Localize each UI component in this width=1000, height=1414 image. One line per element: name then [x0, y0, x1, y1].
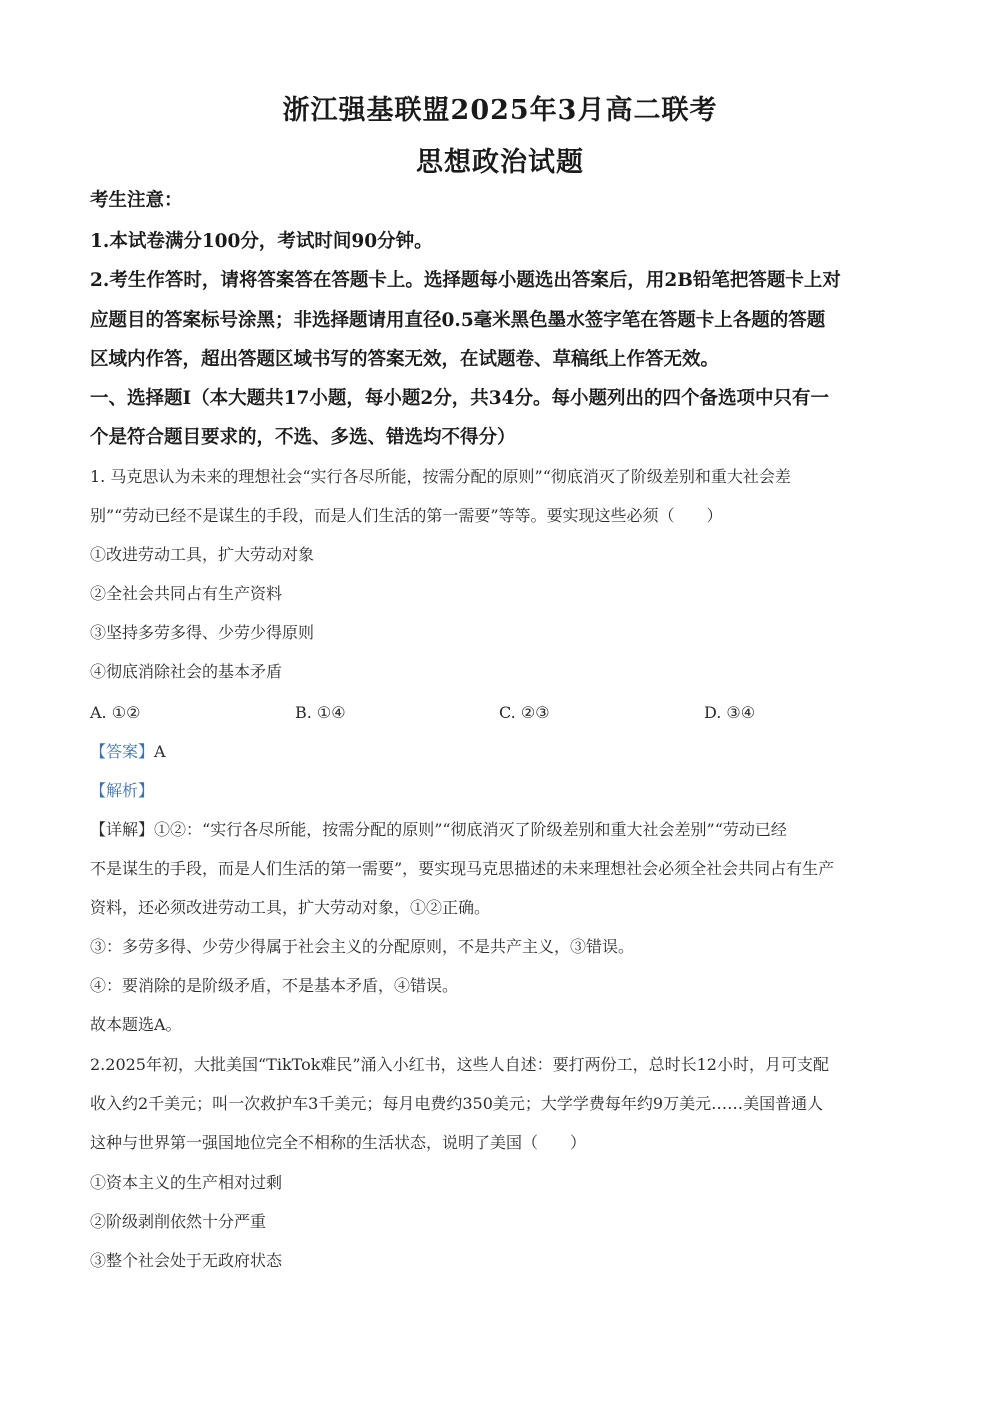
section-heading-line-2: 个是符合题目要求的，不选、多选、错选均不得分）: [90, 427, 516, 448]
analysis-tag: 【解析】: [90, 781, 155, 800]
q1-detail-line-5: ④：要消除的是阶级矛盾，不是基本矛盾，④错误。: [90, 976, 459, 995]
q1-option-b: B. ①④: [295, 703, 346, 722]
exam-title: 浙江强基联盟2025年3月高二联考: [282, 95, 718, 126]
detail-tag: 【详解】: [90, 820, 155, 839]
notice-item-1: 1.本试卷满分100分，考试时间90分钟。: [90, 231, 433, 252]
q2-stem-line-3: 这种与世界第一强国地位完全不相称的生活状态，说明了美国（ ）: [90, 1133, 587, 1152]
q1-item: ①改进劳动工具，扩大劳动对象: [90, 545, 315, 564]
answer-tag: 【答案】: [90, 742, 155, 761]
notice-item-2-line-1: 2.考生作答时，请将答案答在答题卡上。选择题每小题选出答案后，用2B铅笔把答题卡上对: [90, 270, 841, 291]
notice-heading: 考生注意：: [90, 190, 183, 211]
section-heading-line-1: 一、选择题Ⅰ（本大题共17小题，每小题2分，共34分。每小题列出的四个备选项中只有一: [90, 388, 830, 409]
q1-conclusion: 故本题选A。: [90, 1015, 182, 1034]
q1-stem-line-2: 别”“劳动已经不是谋生的手段，而是人们生活的第一需要”等等。要实现这些必须（ ）: [90, 506, 723, 525]
q2-item: ②阶级剥削依然十分严重: [90, 1212, 267, 1231]
exam-subtitle: 思想政治试题: [416, 147, 584, 178]
notice-item-2-line-3: 区域内作答，超出答题区域书写的答案无效，在试题卷、草稿纸上作答无效。: [90, 349, 720, 370]
q2-item: ①资本主义的生产相对过剩: [90, 1173, 283, 1192]
q1-detail-line-3: 资料，还必须改进劳动工具，扩大劳动对象，①②正确。: [90, 898, 491, 917]
answer-value: A: [154, 742, 166, 761]
q1-detail-line-4: ③：多劳多得、少劳少得属于社会主义的分配原则，不是共产主义，③错误。: [90, 937, 635, 956]
q1-option-a: A. ①②: [90, 703, 141, 722]
detail-text: ①②：“实行各尽所能，按需分配的原则”“彻底消灭了阶级差别和重大社会差别”“劳动已经: [154, 820, 787, 839]
q1-detail-line-2: 不是谋生的手段，而是人们生活的第一需要”，要实现马克思描述的未来理想社会必须全社会共同占有生产: [90, 859, 835, 878]
q1-answer-line: [90, 741, 920, 763]
q1-option-c: C. ②③: [499, 703, 550, 722]
q1-item: ②全社会共同占有生产资料: [90, 584, 283, 603]
q2-stem-line-1: 2.2025年初，大批美国“TikTok难民”涌入小红书，这些人自述：要打两份工，总时长12小时，月可支配: [90, 1055, 829, 1074]
notice-item-2-line-2: 应题目的答案标号涂黑；非选择题请用直径0.5毫米黑色墨水签字笔在答题卡上各题的答题: [90, 310, 826, 331]
q1-stem-line-1: 1. 马克思认为未来的理想社会“实行各尽所能，按需分配的原则”“彻底消灭了阶级差别和重大社会差: [90, 467, 791, 486]
q2-item: ③整个社会处于无政府状态: [90, 1251, 283, 1270]
q1-item: ④彻底消除社会的基本矛盾: [90, 662, 283, 681]
q1-option-d: D. ③④: [704, 703, 756, 722]
q2-stem-line-2: 收入约2千美元；叫一次救护车3千美元；每月电费约350美元；大学学费每年约9万美元……美国普通人: [90, 1094, 824, 1113]
q1-item: ③坚持多劳多得、少劳少得原则: [90, 623, 315, 642]
q1-detail-line-1: [90, 819, 920, 841]
